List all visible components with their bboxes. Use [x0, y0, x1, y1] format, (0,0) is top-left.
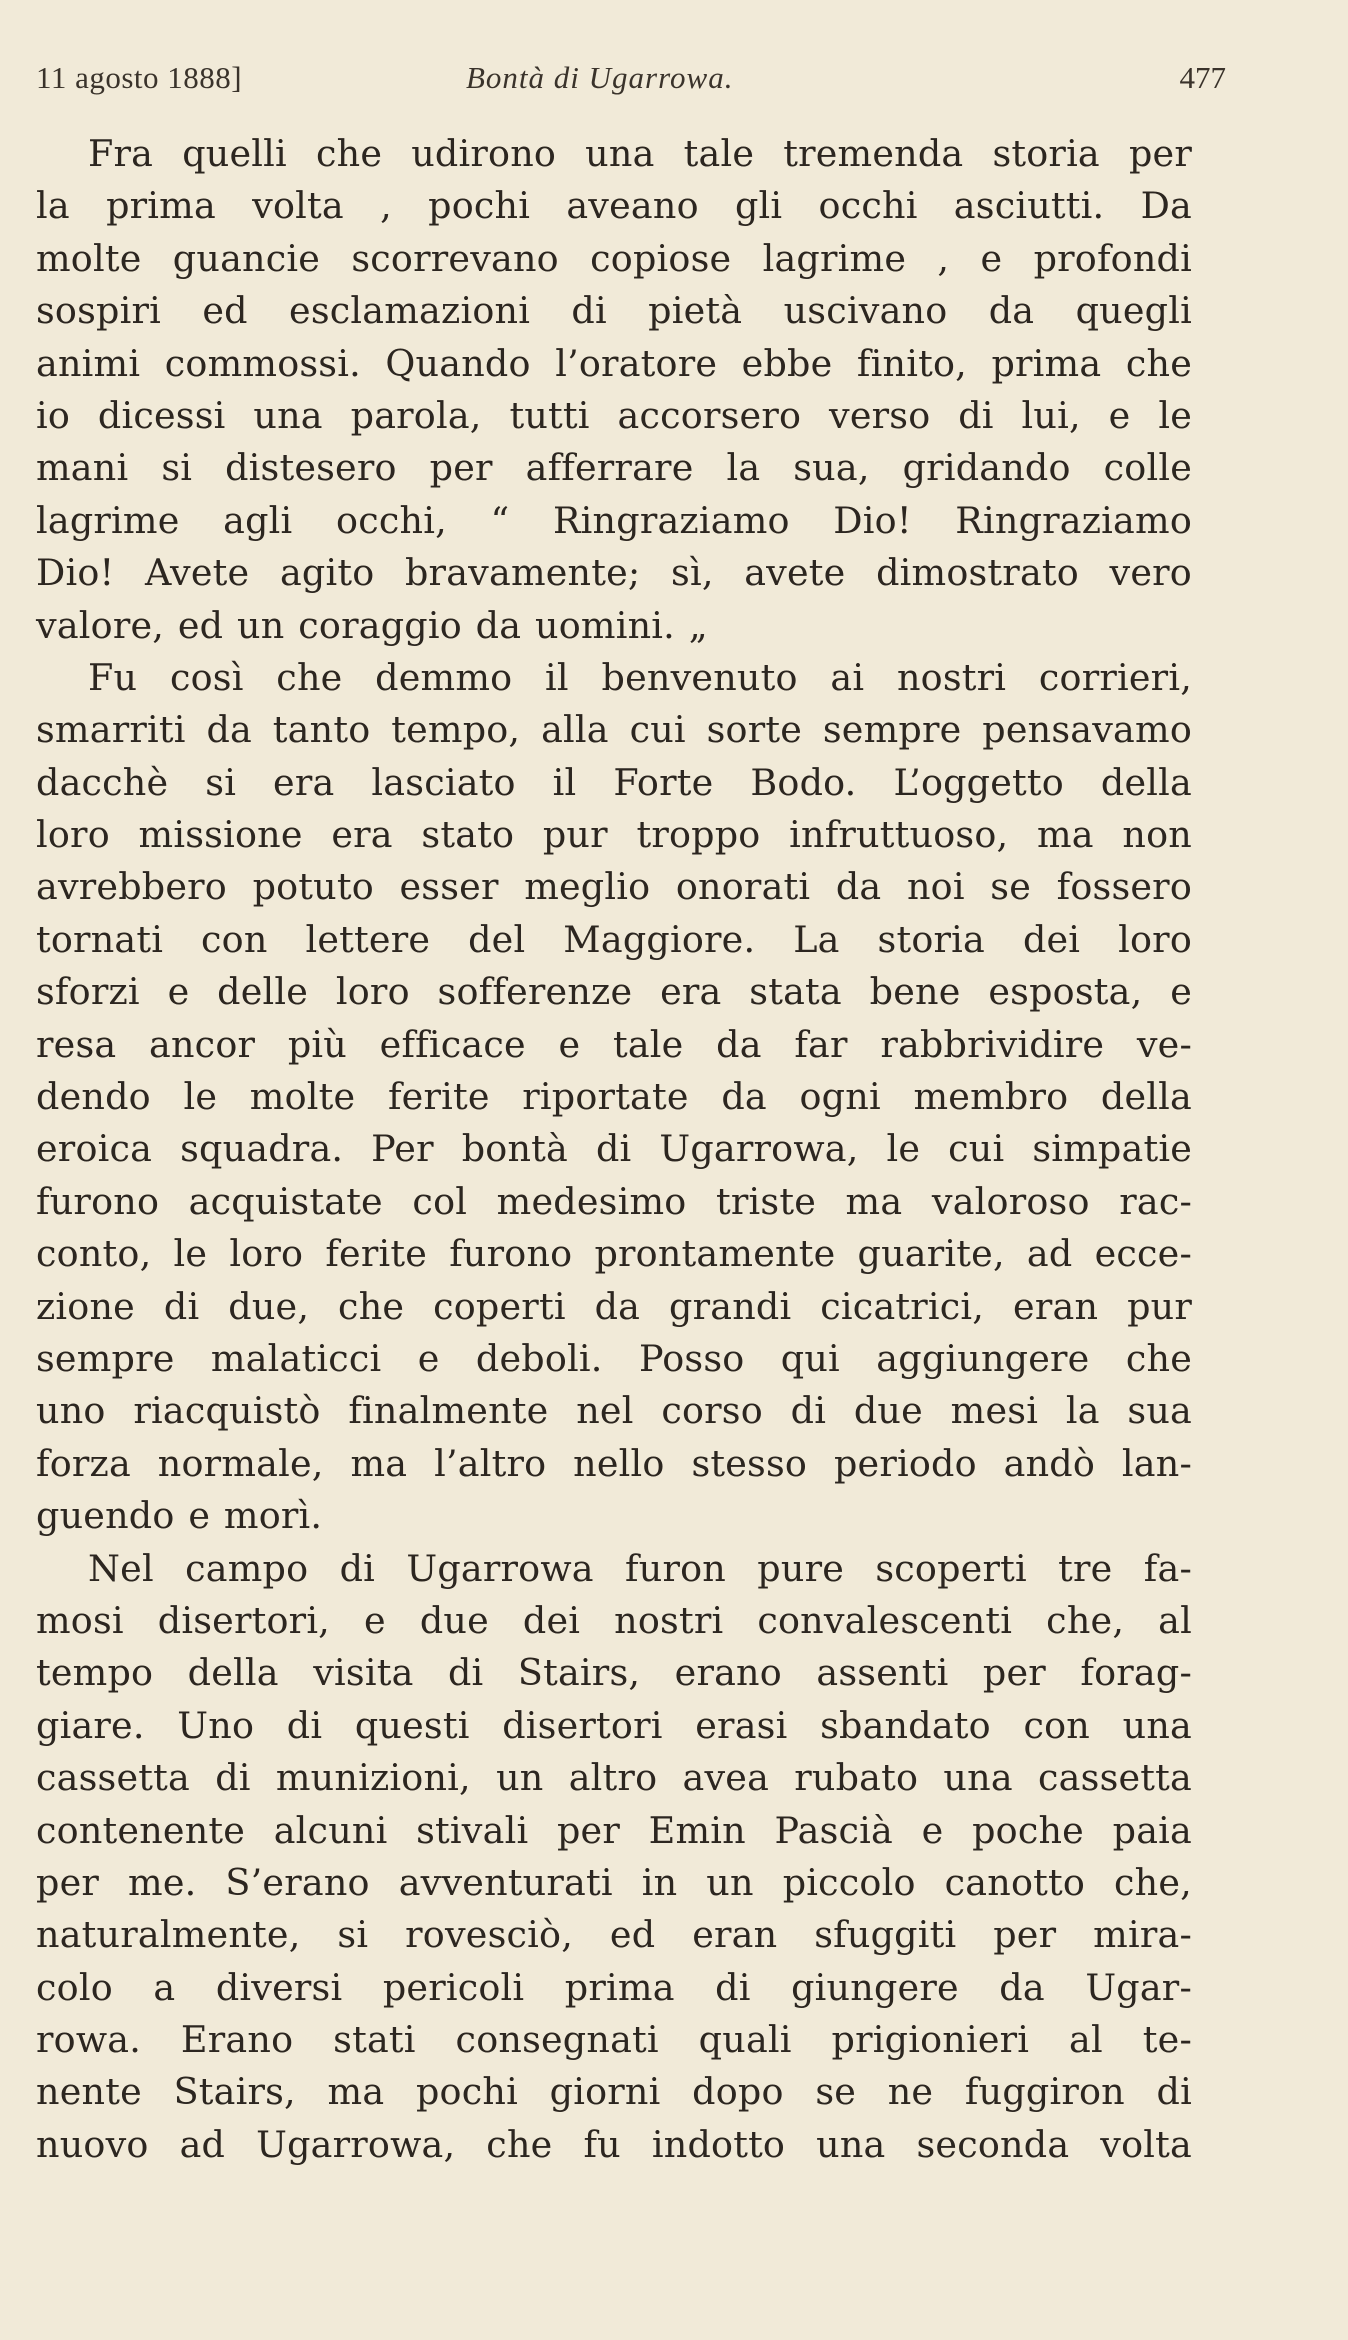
text-line: avrebbero potuto esser meglio onorati da noi se fossero: [36, 865, 1192, 909]
text-line: sforzi e delle loro sofferenze era stata bene esposta, e: [36, 970, 1192, 1014]
text-line: io dicessi una parola, tutti accorsero verso di lui, e le: [36, 393, 1192, 437]
text-line: naturalmente, si rovesciò, ed eran sfuggiti per mira-: [36, 1913, 1192, 1957]
text-line: tornati con lettere del Maggiore. La storia dei loro: [36, 917, 1192, 961]
page-number: 477: [1179, 60, 1226, 95]
text-line: loro missione era stato pur troppo infruttuoso, ma non: [36, 813, 1192, 857]
body-text: [36, 128, 1192, 2171]
text-line: la prima volta , pochi aveano gli occhi asciutti. Da: [36, 184, 1192, 228]
text-line: per me. S’erano avventurati in un piccolo canotto che,: [36, 1860, 1192, 1904]
text-line: guendo e morì.: [36, 1494, 323, 1538]
text-line: rowa. Erano stati consegnati quali prigionieri al te-: [36, 2018, 1192, 2062]
text-line: mani si distesero per afferrare la sua, gridando colle: [36, 446, 1192, 490]
text-line: nente Stairs, ma pochi giorni dopo se ne fuggiron di: [36, 2070, 1192, 2114]
text-line: molte guancie scorrevano copiose lagrime , e profondi: [36, 236, 1192, 280]
header-title: Bontà di Ugarrowa.: [466, 60, 734, 95]
text-line: furono acquistate col medesimo triste ma valoroso rac-: [36, 1179, 1192, 1223]
text-line: uno riacquistò finalmente nel corso di due mesi la sua: [36, 1389, 1192, 1433]
text-line: zione di due, che coperti da grandi cicatrici, eran pur: [36, 1284, 1192, 1328]
text-line: nuovo ad Ugarrowa, che fu indotto una seconda volta: [36, 2122, 1192, 2166]
text-line: contenente alcuni stivali per Emin Pascià e poche paia: [36, 1808, 1192, 1852]
text-line: sospiri ed esclamazioni di pietà uscivano da quegli: [36, 289, 1192, 333]
text-line: Dio! Avete agito bravamente; sì, avete dimostrato vero: [36, 551, 1192, 595]
text-line: cassetta di munizioni, un altro avea rubato una cassetta: [36, 1756, 1192, 1800]
text-line: smarriti da tanto tempo, alla cui sorte sempre pensavamo: [36, 708, 1192, 752]
text-line: Fu così che demmo il benvenuto ai nostri corrieri,: [88, 655, 1192, 699]
text-line: lagrime agli occhi, “ Ringraziamo Dio! Ringraziamo: [36, 498, 1192, 542]
text-line: conto, le loro ferite furono prontamente guarite, ad ecce-: [36, 1232, 1192, 1276]
running-header: [36, 60, 1226, 110]
text-line: giare. Uno di questi disertori erasi sbandato con una: [36, 1703, 1192, 1747]
header-date: 11 agosto 1888]: [36, 60, 243, 95]
text-line: colo a diversi pericoli prima di giungere da Ugar-: [36, 1965, 1192, 2009]
text-line: sempre malaticci e deboli. Posso qui aggiungere che: [36, 1336, 1192, 1380]
text-line: dacchè si era lasciato il Forte Bodo. L’oggetto della: [36, 760, 1192, 804]
text-line: resa ancor più efficace e tale da far rabbrividire ve-: [36, 1022, 1192, 1066]
text-line: Fra quelli che udirono una tale tremenda storia per: [88, 132, 1192, 175]
text-line: valore, ed un coraggio da uomini. „: [36, 603, 708, 647]
text-line: Nel campo di Ugarrowa furon pure scoperti tre fa-: [88, 1546, 1192, 1590]
text-line: eroica squadra. Per bontà di Ugarrowa, le cui simpatie: [36, 1127, 1192, 1171]
text-line: mosi disertori, e due dei nostri convalescenti che, al: [36, 1598, 1192, 1642]
text-line: forza normale, ma l’altro nello stesso periodo andò lan-: [36, 1441, 1192, 1485]
text-line: tempo della visita di Stairs, erano assenti per forag-: [36, 1651, 1192, 1695]
text-line: animi commossi. Quando l’oratore ebbe finito, prima che: [36, 341, 1192, 385]
text-line: dendo le molte ferite riportate da ogni membro della: [36, 1075, 1192, 1119]
